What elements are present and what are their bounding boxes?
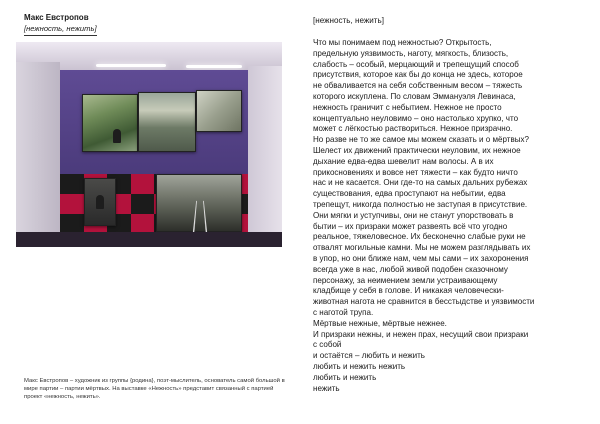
text-line: с собой: [313, 340, 342, 350]
wall-tile: [131, 194, 155, 214]
text-line: нас и не касается. Они где-то на самых дальних рубежах: [313, 178, 528, 188]
text-line: которого искуплена. По словам Эммануэля Левинаса,: [313, 91, 516, 101]
text-line: присутствия, которое как бы до конца не здесь, которое: [313, 70, 523, 80]
text-line: трепещут, никогда полностью не заступая в присутствие.: [313, 199, 528, 209]
text-line: И призраки нежны, и нежен прах, несущий свои призраки: [313, 329, 529, 339]
text-line: реальное, тяжеловесное. Их бесконечно слабые руки не: [313, 232, 526, 242]
text-line: может с лёгкостью раствориться. Нежное призрачно.: [313, 124, 513, 134]
photo-print-railway: [156, 174, 242, 232]
photo-print-forest: [82, 94, 138, 152]
text-line: прикосновениях и вовсе нет тяжести – как будто ничто: [313, 167, 518, 177]
project-subtitle-right: [нежность, нежить]: [313, 16, 384, 25]
text-line: Мёртвые нежные, мёртвые нежнее.: [313, 318, 447, 328]
text-line: нежить: [313, 383, 340, 393]
text-line: с наготой трупа.: [313, 307, 374, 317]
text-line: слабость – особый, мерцающий и трепещущий способ: [313, 59, 519, 69]
wall-tile: [60, 214, 84, 234]
text-line: Шелест их движений практически неуловим, их нежное: [313, 145, 521, 155]
photo-print-interior: [138, 92, 196, 152]
figure-silhouette: [96, 195, 104, 209]
text-line: кладбище у себя в голове. И никакая человечески-: [313, 286, 504, 296]
exhibition-photo: [16, 42, 282, 247]
text-line: Что мы понимаем под нежностью? Открытость,: [313, 38, 492, 47]
floor: [16, 232, 282, 247]
ceiling-light: [186, 65, 242, 68]
wall-tile: [131, 214, 155, 234]
text-line: и остаётся – любить и нежить: [313, 351, 425, 361]
photo-print-landscape: [196, 90, 242, 132]
railway-tracks: [193, 201, 207, 233]
text-line: всегда уже в нас, любой живой подобен сказочному: [313, 264, 508, 274]
text-line: концептуально неуловимо – оно настолько хрупко, что: [313, 113, 519, 123]
figure-silhouette: [113, 129, 121, 143]
text-line: Они мягки и уступчивы, они не станут упорствовать в: [313, 210, 514, 220]
text-line: дыхание едва-едва шевелит нам волосы. А в их: [313, 156, 494, 166]
photo-print-portrait: [84, 178, 116, 226]
essay-text: [313, 38, 593, 394]
text-line: бытии – их призраки может развеять всё что угодно: [313, 221, 508, 231]
text-line: отвалят могильные камни. Мы не можем разглядывать их: [313, 243, 531, 253]
text-line: существования, едва проступают на небытии, едва: [313, 189, 506, 199]
text-line: любить и нежить: [313, 372, 377, 382]
wall-tile: [131, 174, 155, 194]
project-subtitle-left: [нежность, нежить]: [24, 24, 97, 36]
wall-tile: [60, 194, 84, 214]
author-name: Макс Евстропов: [24, 13, 89, 22]
text-line: не обваливается на себя собственным весом – тяжесть: [313, 81, 523, 91]
text-line: любить и нежить нежить: [313, 361, 406, 371]
text-line: предельную уязвимость, наготу, мягкость, близость,: [313, 48, 509, 58]
text-line: Но разве не то же самое мы можем сказать и о мёртвых?: [313, 135, 530, 145]
text-line: нежность граничит с небытием. Нежное не просто: [313, 102, 502, 112]
side-wall-left: [16, 62, 60, 247]
wall-tile: [60, 174, 84, 194]
side-wall-right: [248, 66, 282, 247]
ceiling-light: [96, 64, 166, 67]
artist-caption: Макс Евстропов – художник из группы {родина}, поэт-мыслитель, основатель самой большой в мире партии – партии мёртвых. На выставке «Нежность» представит связанный с партией проект «нежность, нежить».: [24, 378, 285, 400]
text-line: в упор, но они ближе нам, чем мы сами – их захоронения: [313, 253, 529, 263]
text-line: животная нагота не сравнится в бесстыдстве и уязвимости: [313, 297, 535, 307]
text-line: персонажу, за неимением земли устраивающему: [313, 275, 498, 285]
